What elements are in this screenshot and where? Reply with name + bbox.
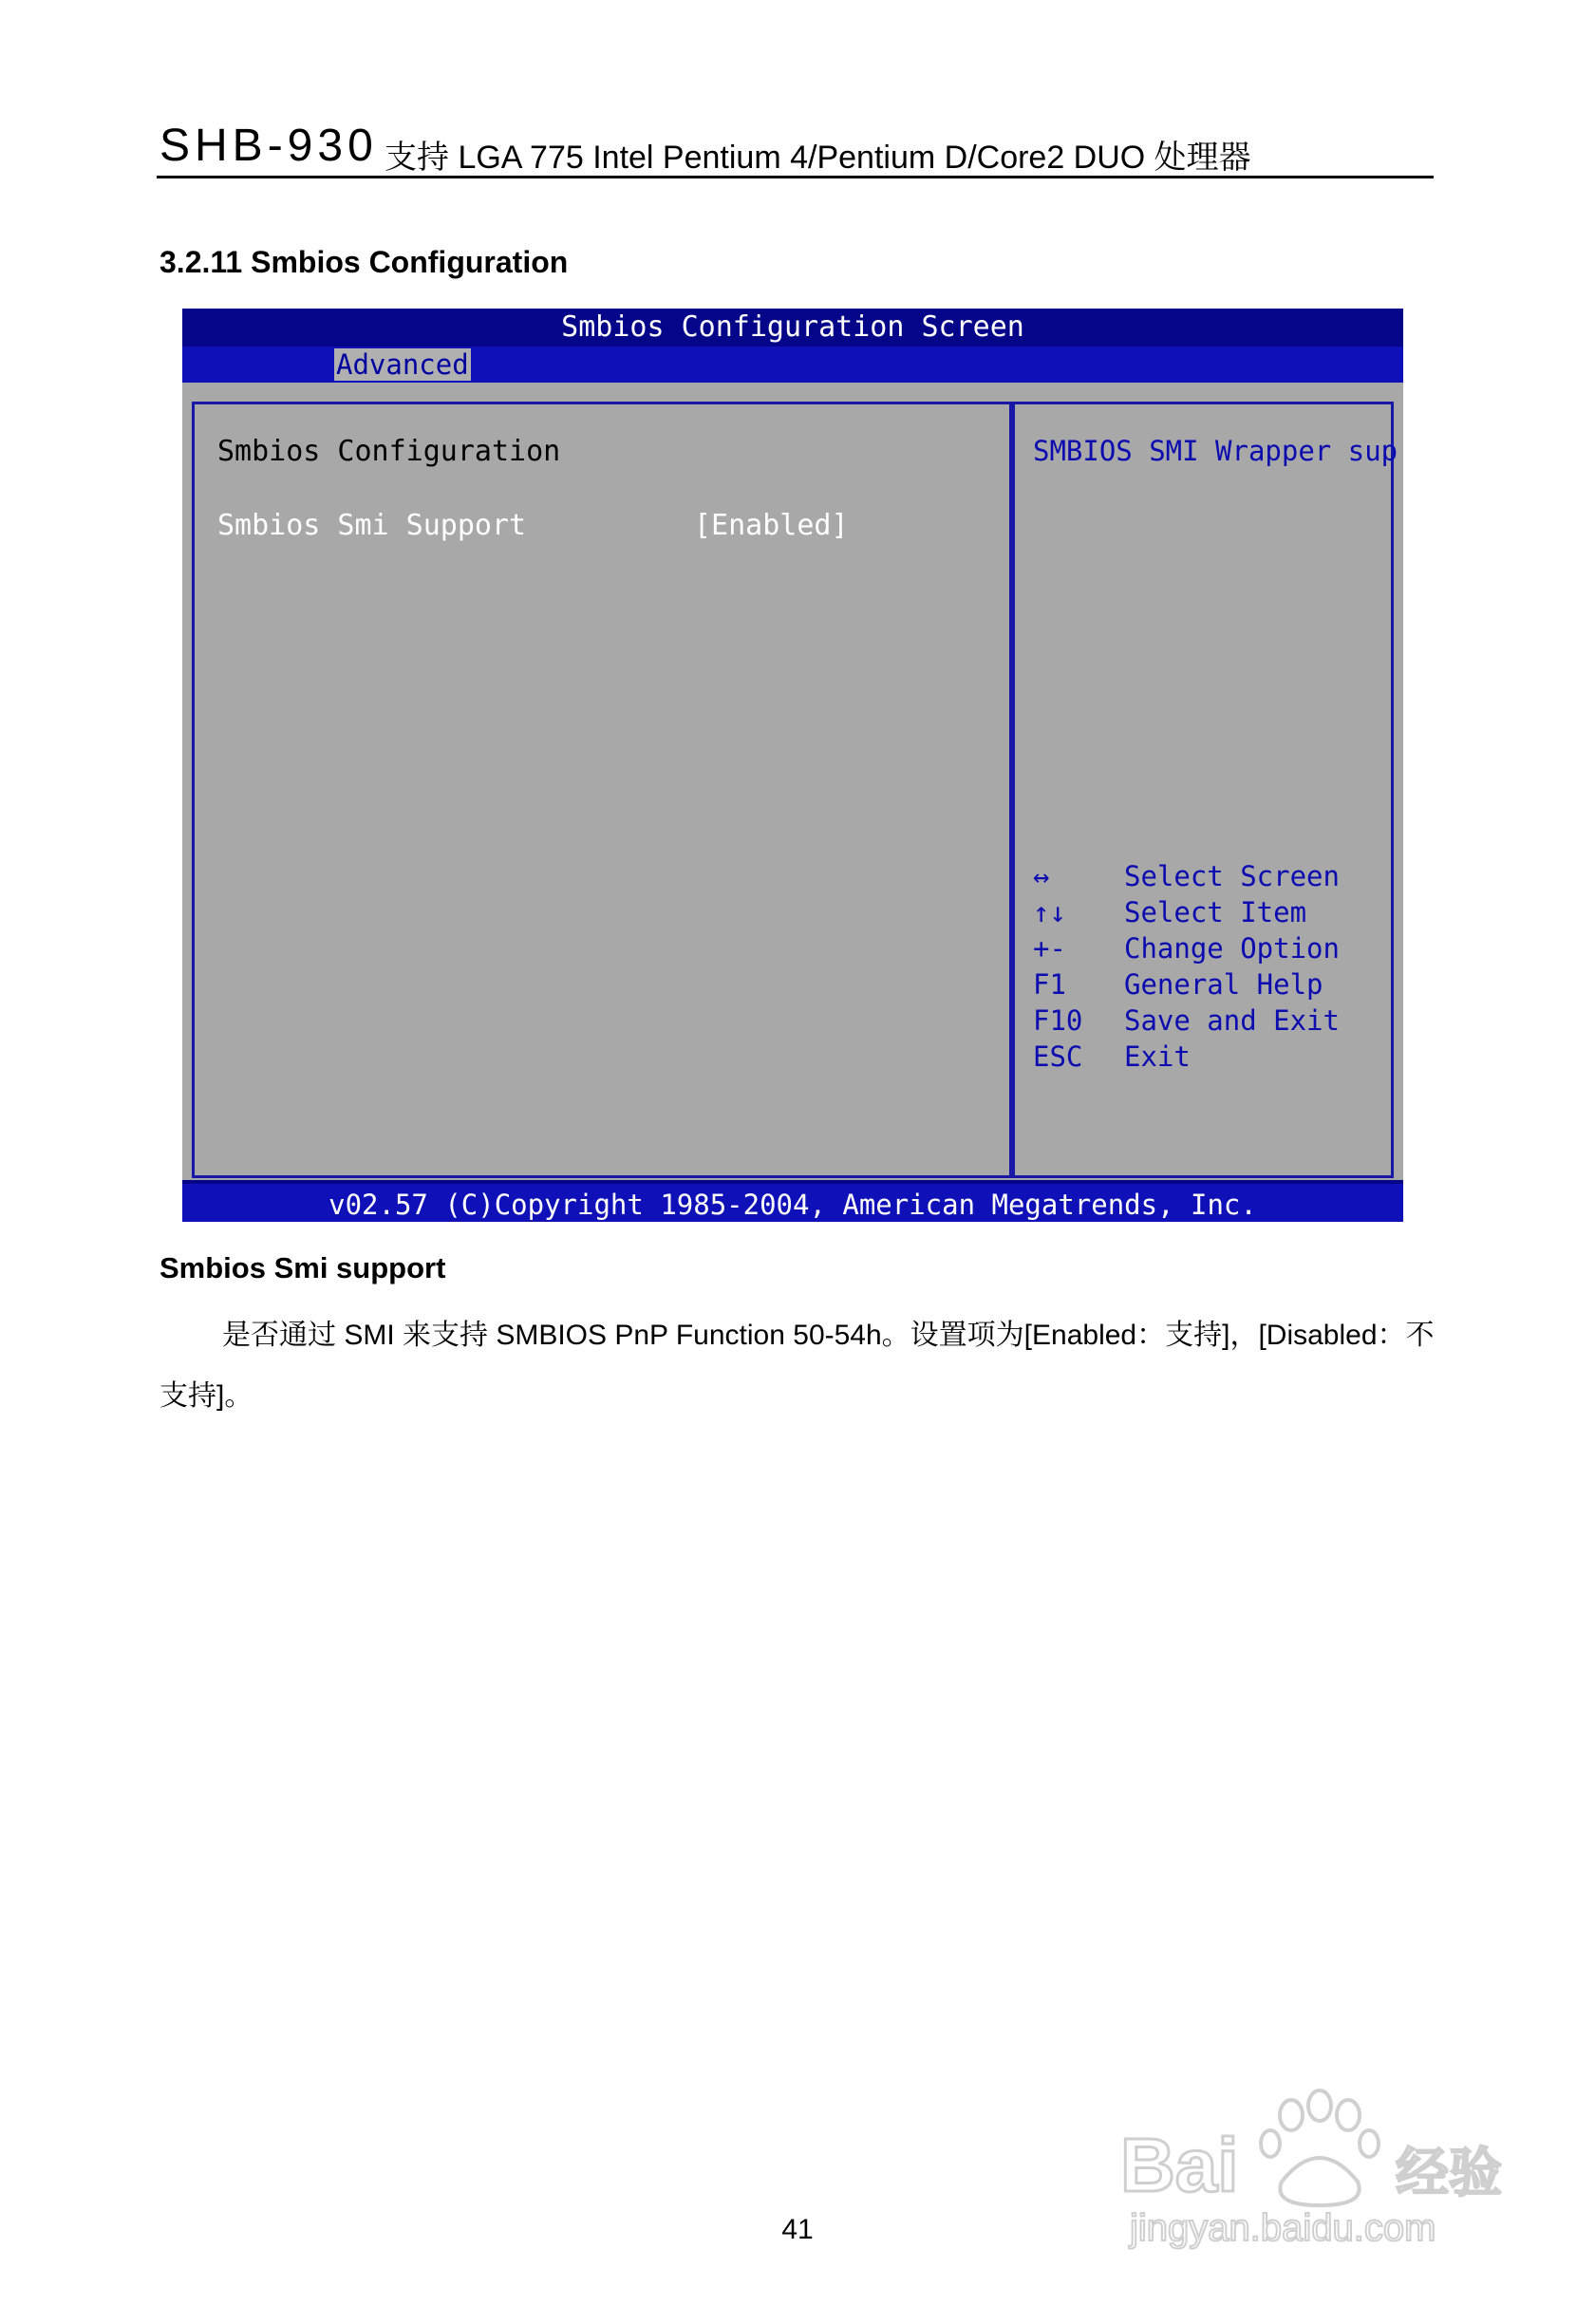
bios-panel-heading: Smbios Configuration — [217, 435, 561, 468]
key-row — [1033, 1004, 1375, 1040]
help-text: SMBIOS SMI Wrapper sup — [1033, 435, 1398, 467]
page-number: 41 — [781, 2214, 814, 2245]
smbios-smi-support-label[interactable]: Smbios Smi Support — [217, 509, 527, 542]
baidu-jingyan-watermark — [1120, 2077, 1519, 2258]
key-legend — [1033, 860, 1375, 1077]
key-f10: F10 — [1033, 1004, 1083, 1037]
key-plus-minus: +- — [1033, 932, 1066, 965]
key-desc: Exit — [1124, 1040, 1191, 1073]
svg-text:经验: 经验 — [1396, 2143, 1502, 2202]
key-row — [1033, 968, 1375, 1004]
key-desc: Save and Exit — [1124, 1004, 1340, 1037]
key-desc: Select Item — [1124, 896, 1307, 928]
header-subtitle: 支持 LGA 775 Intel Pentium 4/Pentium D/Core2 DUO 处理器 — [385, 140, 1251, 176]
key-row — [1033, 1040, 1375, 1077]
key-desc: General Help — [1124, 968, 1323, 1001]
body-paragraph: 是否通过 SMI 来支持 SMBIOS PnP Function 50-54h。设置项为[Enabled：支持]，[Disabled：不支持]。 — [160, 1320, 1435, 1412]
baidu-paw-logo-icon — [1120, 2077, 1519, 2258]
left-right-arrow-icon: ↔ — [1033, 860, 1050, 892]
up-down-arrow-icon: ↑↓ — [1033, 896, 1066, 928]
key-esc: ESC — [1033, 1040, 1083, 1073]
bios-menu-bar — [182, 347, 1403, 383]
key-desc: Change Option — [1124, 932, 1340, 965]
bios-title-bar: Smbios Configuration Screen — [182, 309, 1403, 347]
key-row — [1033, 932, 1375, 968]
bios-copyright-bar: v02.57 (C)Copyright 1985-2004, American Megatrends, Inc. — [182, 1180, 1403, 1222]
subsection-title: Smbios Smi support — [160, 1251, 446, 1284]
key-f1: F1 — [1033, 968, 1066, 1001]
bios-screenshot — [182, 309, 1403, 1222]
section-title: 3.2.11 Smbios Configuration — [160, 245, 569, 279]
bios-main-panel — [192, 402, 1012, 1178]
key-row — [1033, 860, 1375, 896]
page-header — [157, 112, 1434, 178]
smbios-smi-support-value[interactable]: [Enabled] — [694, 509, 849, 542]
key-row — [1033, 896, 1375, 932]
svg-text:jingyan.baidu.com: jingyan.baidu.com — [1130, 2207, 1436, 2249]
svg-text:Bai: Bai — [1120, 2123, 1239, 2207]
bios-help-panel — [1012, 402, 1398, 1178]
key-desc: Select Screen — [1124, 860, 1340, 892]
product-model: SHB-930 — [160, 121, 378, 171]
tab-advanced[interactable]: Advanced — [336, 348, 469, 381]
